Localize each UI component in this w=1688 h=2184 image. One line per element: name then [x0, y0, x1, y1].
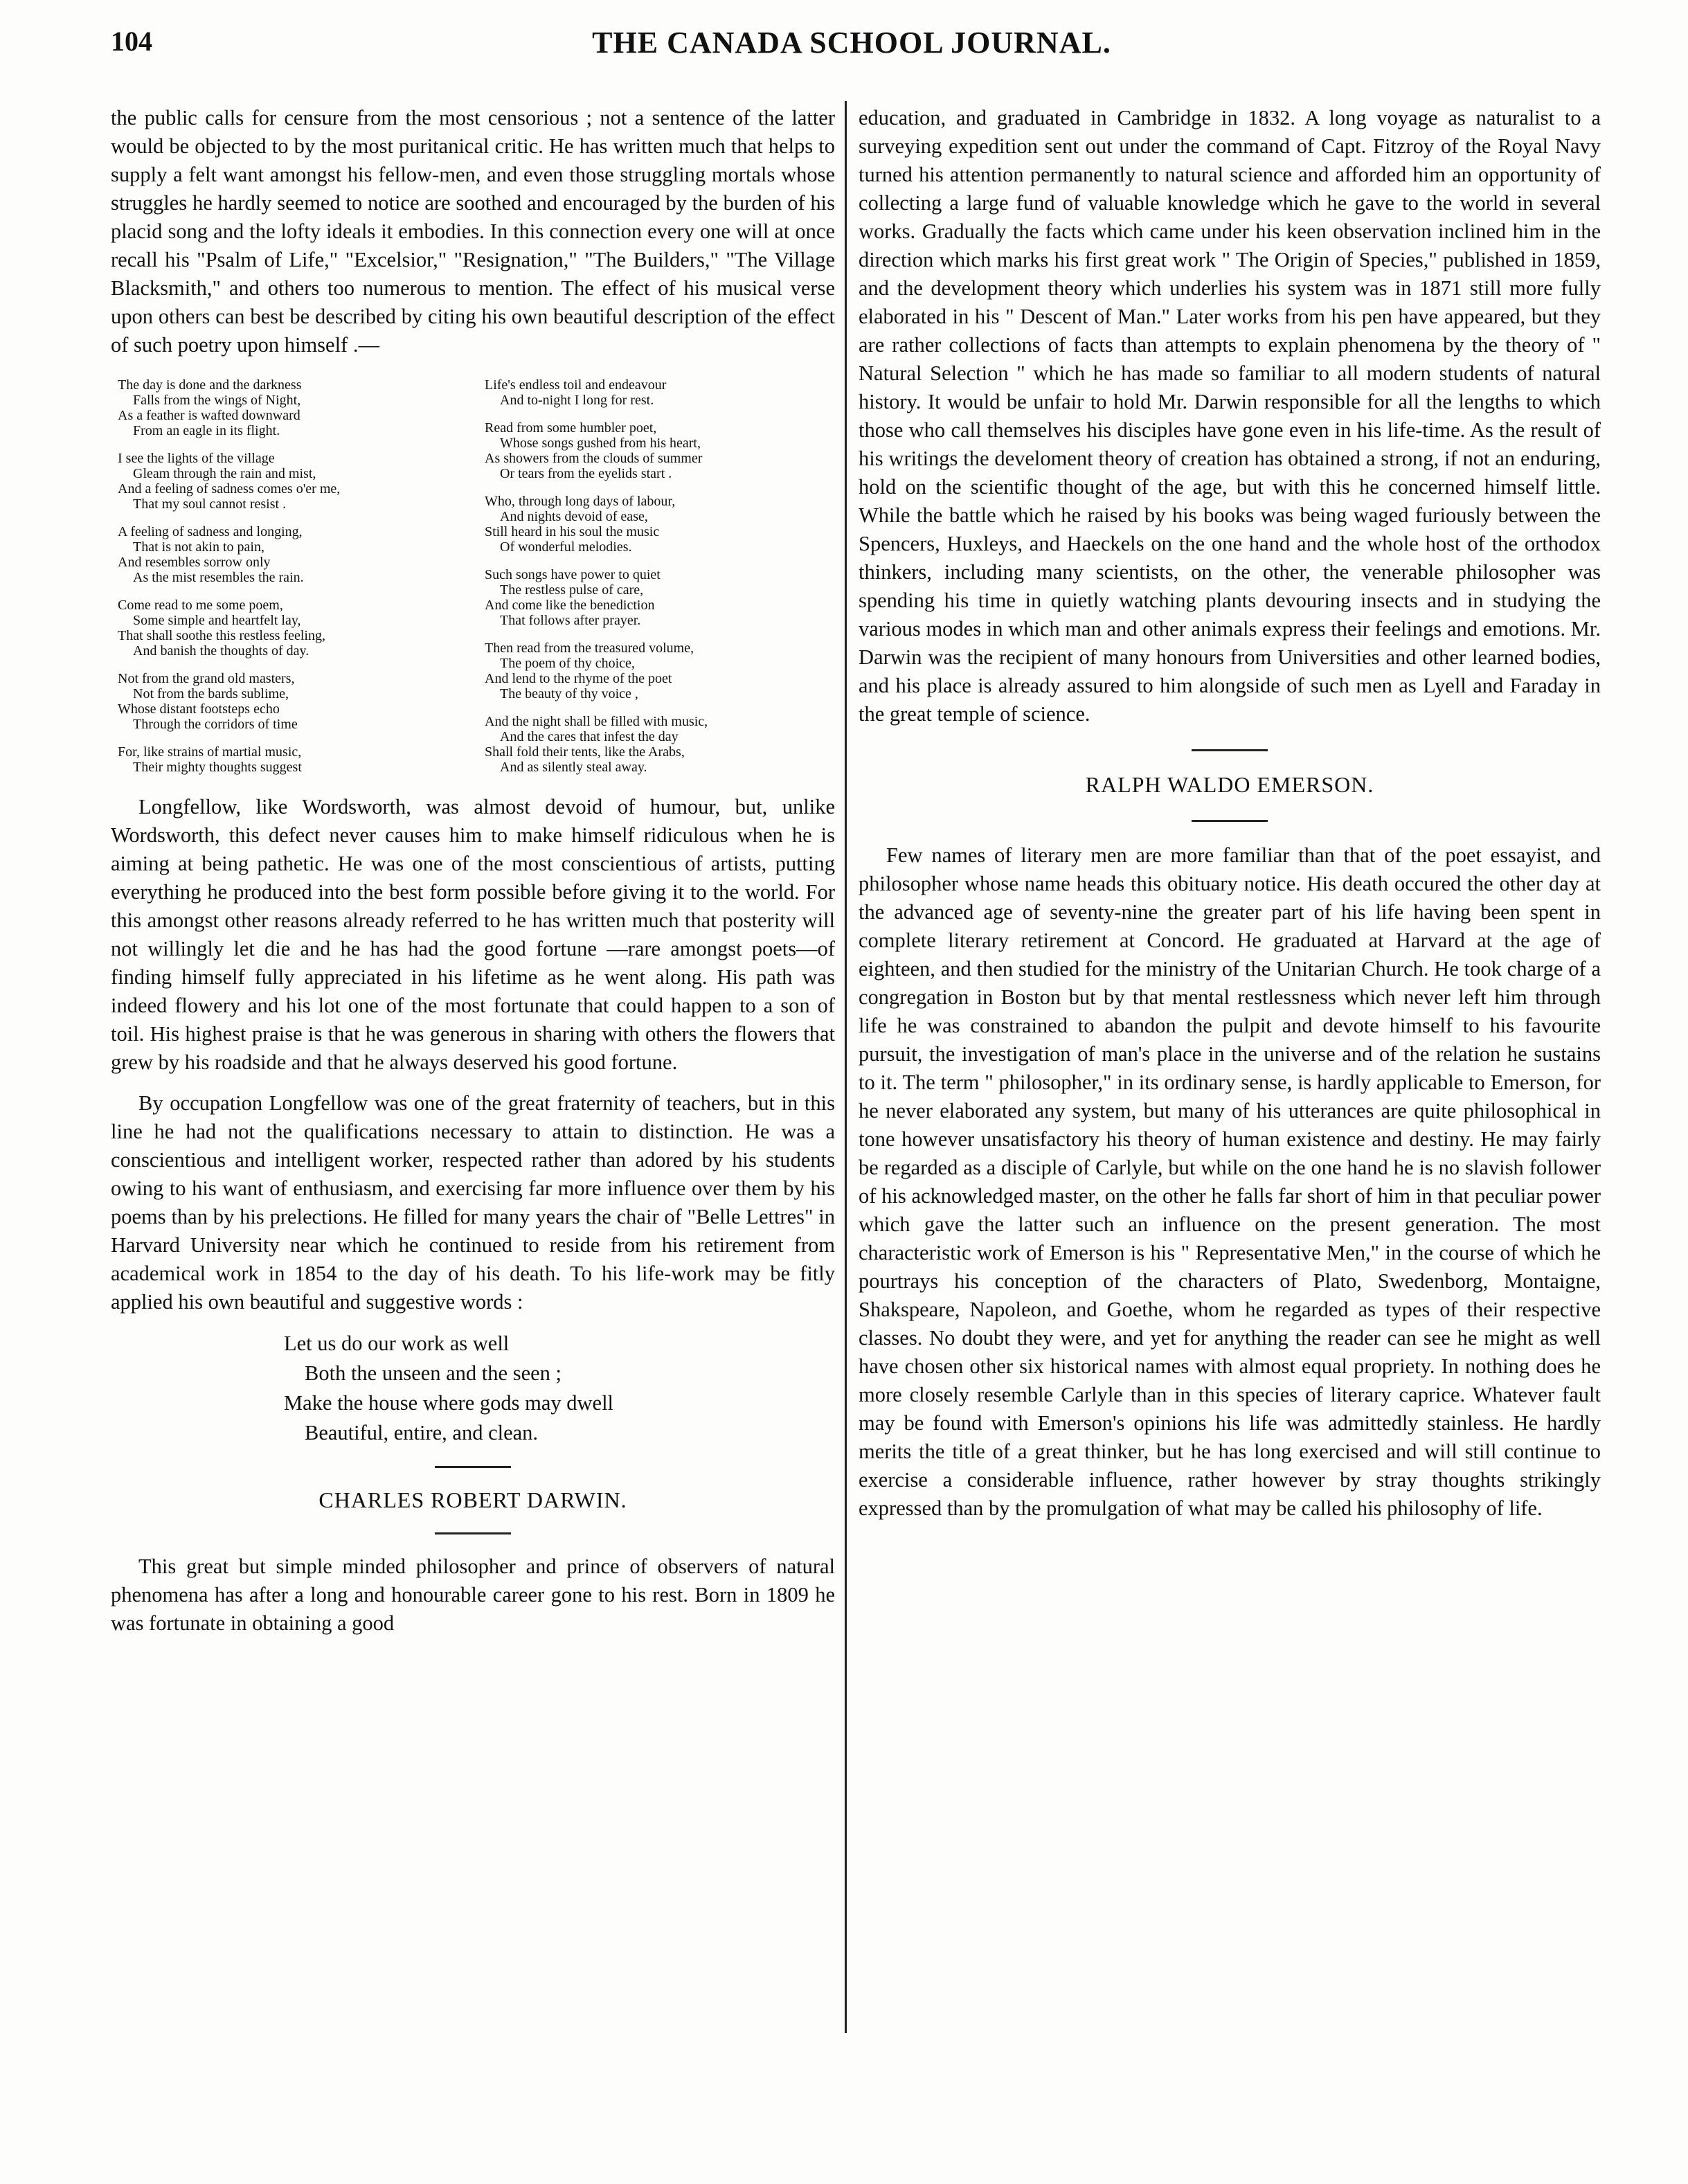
poem-line: A feeling of sadness and longing,: [118, 524, 303, 539]
page-header: [111, 21, 1592, 69]
longfellow-occupation-paragraph: By occupation Longfellow was one of the great fraternity of teachers, but in this line he had not the qualifications necessary to attain to distinction. He was a conscientious and intelligent worker, respected rather than adored by his students owing to his want of enthusiasm, and exercising far more influence over them by his poems than by his prelections. He filled for many years the chair of "Belle Lettres" in Harvard University near which he continued to reside from his retirement from academical work in 1854 to the day of his death. To his life-work may be fitly applied his own beautiful and suggestive words :: [111, 1091, 835, 1314]
poem-the-day-is-done: [118, 377, 835, 787]
darwin-paragraph-start: This great but simple minded philosopher and prince of observers of natural phenomena has after a long and honourable career gone to his rest. Born in 1809 he was fortunate in obtaining a good: [111, 1555, 835, 1635]
poem-stanza: [118, 524, 485, 585]
darwin-paragraph-continued: education, and graduated in Cambridge in 1832. A long voyage as naturalist to a surveying expedition sent out under the command of Capt. Fitzroy of the Royal Navy turned his attention permanently to natural science and afforded him an opportunity of collecting a large fund of valuable knowledge which he gave to the world in several works. Gradually the facts which came under his keen observation inclined him in the direction which marks his first great work " The Origin of Species," published in 1859, and the development theory which underlies his system was in 1871 still more fully elaborated in his " Descent of Man." Later works from his pen have appeared, but they are rather collections of facts than attempts to explain phenomena by the theory of " Natural Selection " which he has made so familiar to all modern students of natural history. It would be unfair to hold Mr. Darwin responsible for all the lengths to which those who call themselves his disciples have gone even in his life-time. As the result of his writings the develoment theory of creation has obtained a strong, if not an enduring, hold on the scientific thought of the age, but with this he concerned himself little. While the battle which he raised by his books was being waged furiously between the Spencers, Huxleys, and Haeckels on the one hand and the whole host of the orthodox thinkers, including many scientists, on the other, the venerable philosopher was spending his time in quietly watching plants devouring insects and in studying the various modes in which man and other animals express their feelings and emotions. Mr. Darwin was the recipient of many honours from Universities and other learned bodies, and his place is already assured to him alongside of such men as Lyell and Faraday in the great temple of science.: [859, 106, 1601, 726]
poem-line: Whose songs gushed from his heart,: [500, 436, 701, 451]
poem-line: And lend to the rhyme of the poet: [485, 671, 672, 686]
poem-line: The poem of thy choice,: [500, 656, 635, 671]
poem-line: Then read from the treasured volume,: [485, 641, 694, 656]
poem-line: The beauty of thy voice ,: [500, 686, 638, 701]
poem-column-left: [118, 377, 485, 787]
poem-stanza: [485, 567, 831, 628]
poem-stanza: [485, 641, 831, 701]
poem-line: Not from the grand old masters,: [118, 671, 295, 686]
poem-line: The day is done and the darkness: [118, 377, 302, 393]
poem-line: And the night shall be filled with music,: [485, 714, 708, 729]
section-rule: [435, 1532, 511, 1534]
emerson-paragraph: Few names of literary men are more familiar than that of the poet essayist, and philosopher whose name heads this obituary notice. His death occured the other day at the advanced age of seventy-nine the greater part of his life having been spent in complete literary retirement at Concord. He graduated at Harvard at the age of eighteen, and then studied for the ministry of the Unitarian Church. He took charge of a congregation in Boston but by that mental restlessness which never left him through life he was constrained to abandon the pulpit and devote himself to his favourite pursuit, the investigation of man's place in the universe and of the relation he sustains to it. The term " philosopher," in its ordinary sense, is hardly applicable to Emerson, for he never elaborated any system, but many of his utterances are quite philosophical in tone however unsatisfactory his theory of human existence and destiny. He may fairly be regarded as a disciple of Carlyle, but while on the one hand he is no slavish follower of his acknowledged master, on the other he falls far short of him in that peculiar power which gave the latter such an influence on the present generation. The most characteristic work of Emerson is his " Representative Men," in the course of which he pourtrays his conception of the characters of Plato, Swedenborg, Montaigne, Shakspeare, Napoleon, and Goethe, whom he regarded as types of their respective classes. No doubt they were, and yet for anything the reader can see he might as well have chosen other six historical names with almost equal propriety. In nothing does he more closely resemble Carlyle than in this species of literary caprice. Whatever fault may be found with Emerson's opinions his life was admittedly stainless. He hardly merits the title of a great thinker, but he has long exercised and will still continue to exercise a considerable influence, rather however by stray thoughts strikingly expressed than by the promulgation of what may be called his philosophy of life.: [859, 843, 1601, 1520]
poem-line: Falls from the wings of Night,: [133, 393, 301, 408]
right-column: [859, 104, 1601, 1523]
poem-line: That my soul cannot resist .: [133, 496, 287, 512]
poem-line: And nights devoid of ease,: [500, 509, 648, 524]
poem-stanza: [118, 377, 485, 438]
poem-line: Or tears from the eyelids start .: [500, 466, 672, 481]
poem-line: Who, through long days of labour,: [485, 494, 676, 509]
longfellow-humour-paragraph: Longfellow, like Wordsworth, was almost devoid of humour, but, unlike Wordsworth, this defect never causes him to make himself ridiculous when he is aiming at being pathetic. He was one of the most conscientious of artists, putting everything he produced into the best form possible before giving it to the world. For this amongst other reasons already referred to he has written much that posterity will not willingly let die and he has had the good fortune —rare amongst poets—of finding himself fully appreciated in his lifetime as he went along. His path was indeed flowery and his lot one of the most fortunate that could happen to a son of toil. His highest praise is that he was generous in sharing with others the flowers that grew by his roadside and that he always deserved his good fortune.: [111, 795, 835, 1074]
page-number: 104: [111, 26, 152, 57]
poem-stanza: [485, 714, 831, 775]
poem-line: That is not akin to pain,: [133, 539, 264, 555]
poem-line: Read from some humbler poet,: [485, 420, 657, 436]
poem-line: Through the corridors of time: [133, 717, 298, 732]
poem-line: As the mist resembles the rain.: [133, 570, 304, 585]
emerson-section-title: RALPH WALDO EMERSON.: [1085, 772, 1374, 797]
poem-line: And as silently steal away.: [500, 760, 647, 775]
poem-line: I see the lights of the village: [118, 451, 275, 466]
poem-line: Come read to me some poem,: [118, 598, 283, 613]
poem-line: That follows after prayer.: [500, 613, 641, 628]
poem-stanza: [485, 420, 831, 481]
longfellow-intro-paragraph: the public calls for censure from the most censorious ; not a sentence of the latter would be objected to by the most puritanical critic. He has written much that helps to supply a felt want amongst his fellow-men, and even those struggling mortals whose struggles he hardly seemed to notice are soothed and encouraged by the burden of his placid song and the lofty ideals it embodies. In this connection every one will at once recall his "Psalm of Life," "Excelsior," "Resignation," "The Builders," "The Village Blacksmith," and others too numerous to mention. The effect of his musical verse upon others can best be described by citing his own beautiful description of the effect of such poetry upon himself .—: [111, 106, 835, 357]
poem-line: And to-night I long for rest.: [500, 393, 654, 408]
poem-line: Some simple and heartfelt lay,: [133, 613, 301, 628]
poem-line: Of wonderful melodies.: [500, 539, 632, 555]
poem-line: Their mighty thoughts suggest: [133, 760, 302, 775]
poem-line: Still heard in his soul the music: [485, 524, 660, 539]
poem-stanza: [118, 744, 485, 775]
poem-line: And a feeling of sadness comes o'er me,: [118, 481, 341, 496]
poem-line: And the cares that infest the day: [500, 729, 679, 744]
poem-line: And banish the thoughts of day.: [133, 643, 309, 659]
verse-line: Beautiful, entire, and clean.: [305, 1421, 539, 1444]
poem-line: And come like the benediction: [485, 598, 655, 613]
poem-stanza: [118, 671, 485, 732]
poem-line: That shall soothe this restless feeling,: [118, 628, 325, 643]
poem-line: For, like strains of martial music,: [118, 744, 302, 760]
verse-line: Make the house where gods may dwell: [284, 1391, 614, 1415]
poem-line: As a feather is wafted downward: [118, 408, 300, 423]
poem-line: Life's endless toil and endeavour: [485, 377, 667, 393]
poem-stanza: [485, 377, 831, 408]
poem-line: The restless pulse of care,: [500, 582, 644, 598]
journal-title: THE CANADA SCHOOL JOURNAL.: [592, 26, 1111, 60]
poem-line: Such songs have power to quiet: [485, 567, 661, 582]
poem-line: And resembles sorrow only: [118, 555, 271, 570]
poem-column-right: [485, 377, 831, 787]
poem-line: As showers from the clouds of summer: [485, 451, 703, 466]
section-rule: [1192, 749, 1268, 751]
poem-line: From an eagle in its flight.: [133, 423, 280, 438]
column-divider: [845, 101, 847, 2033]
section-rule: [1192, 820, 1268, 822]
poem-stanza: [485, 494, 831, 555]
poem-stanza: [118, 598, 485, 659]
verse-line: Let us do our work as well: [284, 1332, 510, 1355]
section-rule: [435, 1466, 511, 1468]
left-column: [111, 104, 835, 1638]
poem-line: Whose distant footsteps echo: [118, 701, 280, 717]
poem-stanza: [118, 451, 485, 512]
verse-line: Both the unseen and the seen ;: [305, 1361, 562, 1385]
poem-line: Gleam through the rain and mist,: [133, 466, 316, 481]
darwin-section-title: CHARLES ROBERT DARWIN.: [318, 1487, 627, 1512]
closing-verse: [284, 1329, 835, 1448]
poem-line: Not from the bards sublime,: [133, 686, 289, 701]
poem-line: Shall fold their tents, like the Arabs,: [485, 744, 685, 760]
